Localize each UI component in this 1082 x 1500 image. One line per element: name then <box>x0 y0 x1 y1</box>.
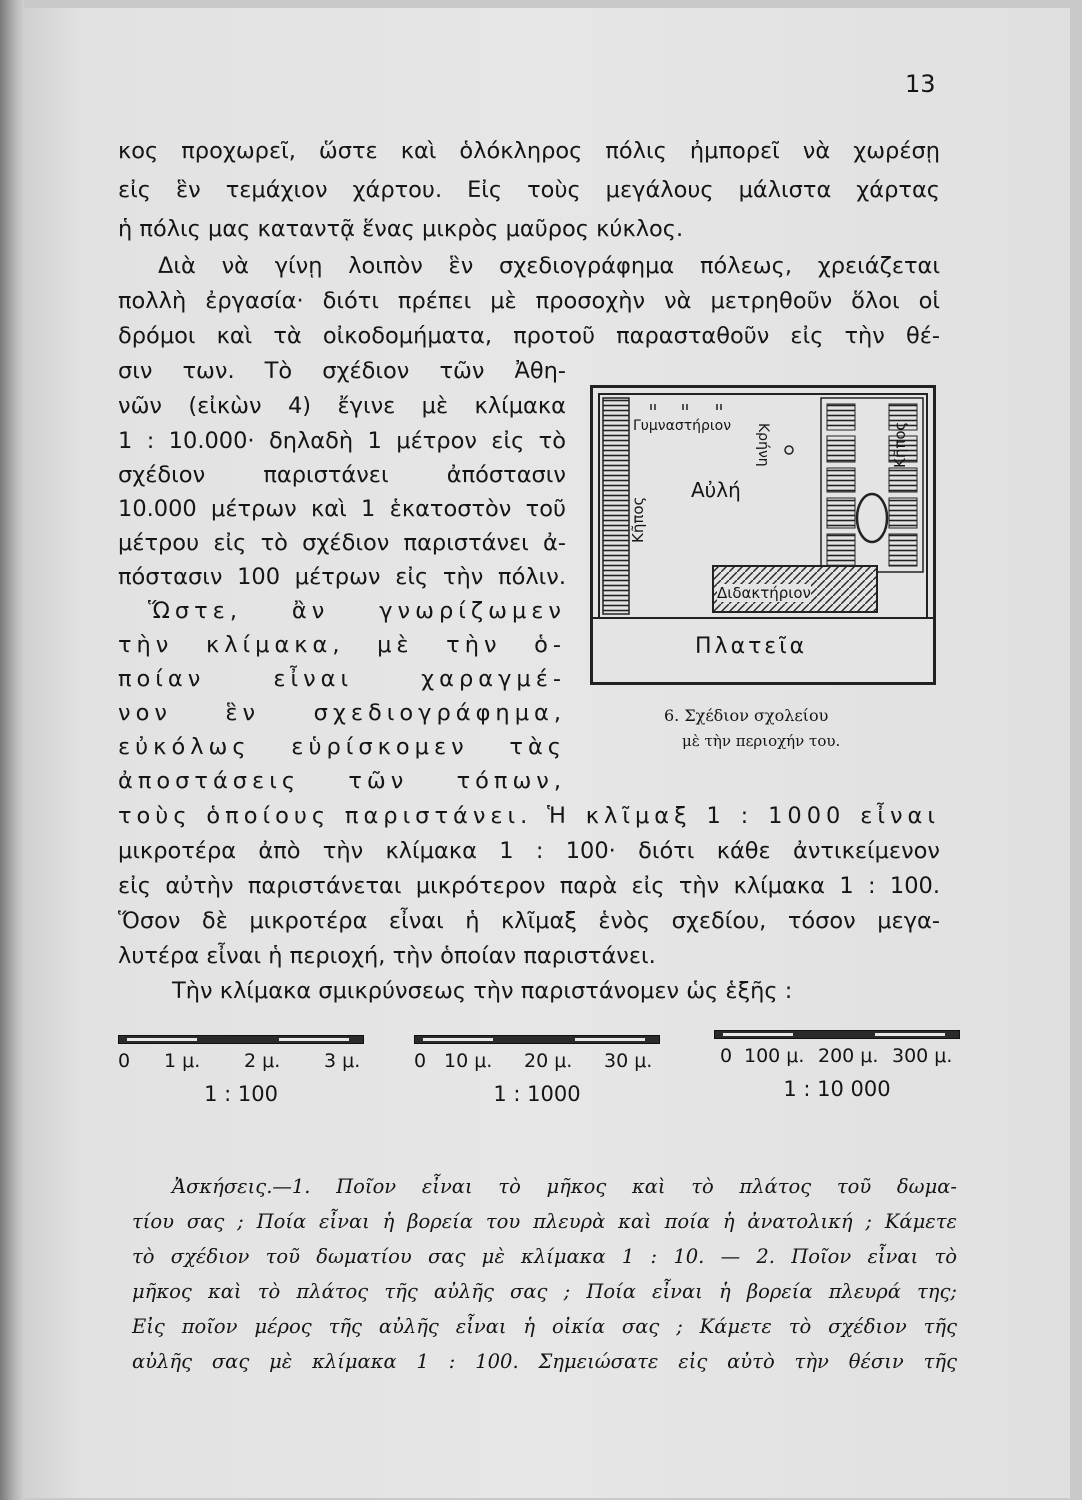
scale-tick: 100 μ. <box>744 1045 805 1067</box>
exercise-line: μῆκος καὶ τὸ πλάτος τῆς αὐλῆς σας ; Ποία εἶναι ἡ βορεία πλευρά της; <box>132 1280 957 1303</box>
scale-tick: 10 μ. <box>444 1050 493 1072</box>
garden-left-label: Κῆπος <box>629 496 647 543</box>
fountain-marker <box>785 446 793 454</box>
scale-ratio: 1 : 10 000 <box>783 1077 891 1101</box>
scale-tick: 30 μ. <box>604 1050 653 1072</box>
text-line: πολλὴ ἐργασία· διότι πρέπει μὲ προσοχὴν νὰ μετρηθοῦν ὅλοι οἱ <box>118 288 940 314</box>
text-line: εἰς ἓν τεμάχιον χάρτου. Εἰς τοὺς μεγάλους μάλιστα χάρτας <box>118 177 940 203</box>
classroom-label: Διδακτήριον <box>717 584 811 602</box>
scale-bar-1-1000 <box>414 1035 660 1106</box>
text-line: τὴν κλίμακα, μὲ τὴν ὁ- <box>118 632 566 658</box>
text-line: τοὺς ὁποίους παριστάνει. Ἡ κλῖμαξ 1 : 1000 εἶναι <box>118 803 940 829</box>
exercise-line: Ἀσκήσεις.—1. Ποῖον εἶναι τὸ μῆκος καὶ τὸ πλάτος τοῦ δωμα- <box>172 1175 957 1198</box>
text-line: Ὥστε, ἂν γνωρίζωμεν <box>148 598 566 624</box>
text-line: λυτέρα εἶναι ἡ περιοχή, τὴν ὁποίαν παριστάνει. <box>118 943 656 969</box>
text-line: 10.000 μέτρων καὶ 1 ἑκατοστὸν τοῦ <box>118 496 566 522</box>
text-line: Διὰ νὰ γίνῃ λοιπὸν ἓν σχεδιογράφημα πόλεως, χρειάζεται <box>158 253 940 279</box>
text-line: ἡ πόλις μας καταντᾷ ἕνας μικρὸς μαῦρος κύκλος. <box>118 216 684 242</box>
text-line: νον ἓν σχεδιογράφημα, <box>118 700 566 726</box>
left-hedge <box>603 398 629 614</box>
book-spine <box>0 0 24 1500</box>
text-line: ἀποστάσεις τῶν τόπων, <box>118 768 566 794</box>
exercise-line: τὸ σχέδιον τοῦ δωματίου σας μὲ κλίμακα 1 : 10. — 2. Ποῖον εἶναι τὸ <box>132 1245 957 1268</box>
text-line: 1 : 10.000· δηλαδὴ 1 μέτρον εἰς τὸ <box>118 428 566 454</box>
text-line: ποίαν εἶναι χαραγμέ- <box>118 666 566 692</box>
exercise-line: αὐλῆς σας μὲ κλίμακα 1 : 100. Σημειώσατε εἰς αὐτὸ τὴν θέσιν τῆς <box>132 1350 957 1373</box>
text-line: νῶν (εἰκὼν 4) ἔγινε μὲ κλίμακα <box>118 393 566 419</box>
text-line: μέτρου εἰς τὸ σχέδιον παριστάνει ἀ- <box>118 530 566 556</box>
scale-tick: 0 <box>414 1050 427 1072</box>
text-line: πόστασιν 100 μέτρων εἰς τὴν πόλιν. <box>118 564 566 590</box>
text-line: μικροτέρα ἀπὸ τὴν κλίμακα 1 : 100· διότι κάθε ἀντικείμενον <box>118 838 940 864</box>
text-line: Ὅσον δὲ μικροτέρα εἶναι ἡ κλῖμαξ ἑνὸς σχεδίου, τόσον μεγα- <box>118 908 940 934</box>
text-line: Τὴν κλίμακα σμικρύνσεως τὴν παριστάνομεν ὡς ἑξῆς : <box>172 978 793 1004</box>
fountain-pond <box>857 494 887 542</box>
text-line: κος προχωρεῖ, ὥστε καὶ ὁλόκληρος πόλις ἠμπορεῖ νὰ χωρέσῃ <box>118 138 940 164</box>
scale-ratio: 1 : 1000 <box>493 1082 581 1106</box>
scale-tick: 0 <box>118 1050 131 1072</box>
school-plan-figure <box>590 385 936 685</box>
text-line: δρόμοι καὶ τὰ οἰκοδομήματα, προτοῦ παρασταθοῦν εἰς τὴν θέ- <box>118 323 940 349</box>
scale-tick: 200 μ. <box>818 1045 879 1067</box>
scale-bar-graphic <box>714 1030 960 1039</box>
gymnasium-label: Γυμναστήριον <box>633 418 732 434</box>
scale-bar-1-100 <box>118 1035 364 1106</box>
exercise-line: Εἰς ποῖον μέρος τῆς αὐλῆς εἶναι ἡ οἰκία σας ; Κάμετε τὸ σχέδιον τῆς <box>132 1315 957 1338</box>
scale-bar-1-10000 <box>714 1030 960 1101</box>
fountain-label: Κρήνη <box>755 423 771 467</box>
figure-caption-line1: 6. Σχέδιον σχολείου <box>664 706 829 725</box>
page-number: 13 <box>905 70 936 98</box>
text-line: σχέδιον παριστάνει ἀπόστασιν <box>118 462 566 488</box>
scale-bar-graphic <box>414 1035 660 1044</box>
figure-caption-line2: μὲ τὴν περιοχήν του. <box>682 732 841 750</box>
scale-ratio: 1 : 100 <box>204 1082 278 1106</box>
square-label: Πλατεῖα <box>695 634 808 659</box>
text-line: εἰς αὐτὴν παριστάνεται μικρότερον παρὰ εἰς τὴν κλίμακα 1 : 100. <box>118 873 940 899</box>
text-line: σιν των. Τὸ σχέδιον τῶν Ἀθη- <box>118 358 566 384</box>
scale-tick: 3 μ. <box>324 1050 361 1072</box>
scale-tick: 20 μ. <box>524 1050 573 1072</box>
scale-tick: 2 μ. <box>244 1050 281 1072</box>
scale-bar-graphic <box>118 1035 364 1044</box>
text-line: εὐκόλως εὑρίσκομεν τὰς <box>118 734 566 760</box>
exercise-line: τίου σας ; Ποία εἶναι ἡ βορεία του πλευρὰ καὶ ποία ἡ ἀνατολική ; Κάμετε <box>132 1210 957 1233</box>
scale-tick: 0 <box>720 1045 733 1067</box>
yard-label: Αὐλή <box>691 478 741 502</box>
scale-tick: 1 μ. <box>164 1050 201 1072</box>
scale-tick: 300 μ. <box>892 1045 953 1067</box>
garden-right-label: Κῆπος <box>891 421 909 468</box>
